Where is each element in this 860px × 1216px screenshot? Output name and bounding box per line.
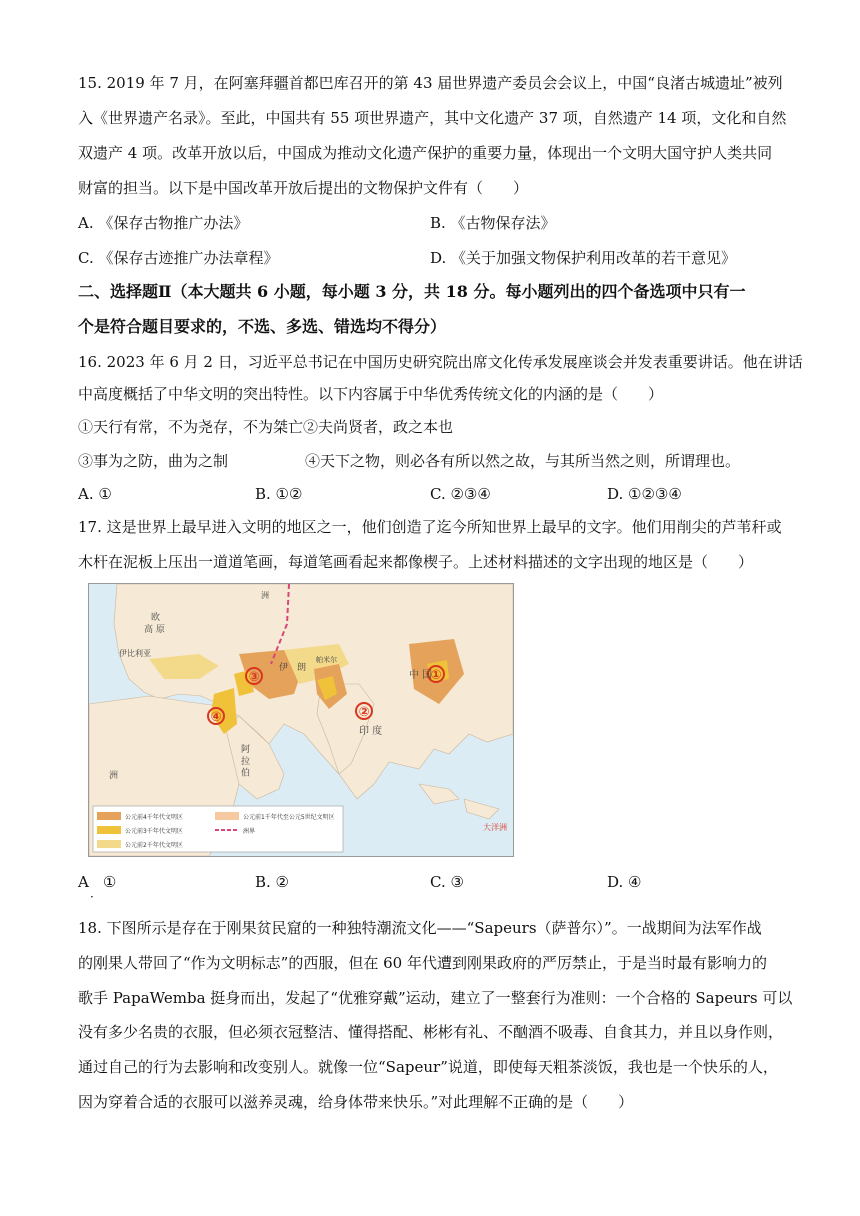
q16-line-1: 16. 2023 年 6 月 2 日，习近平总书记在中国历史研究院出席文化传承发展座谈会并发表重要讲话。他在讲话 — [78, 353, 803, 371]
map-label-highland: 高 原 — [144, 625, 165, 635]
map-label-oceania: 大洋洲 — [483, 823, 507, 832]
q16-line-3: ①天行有常，不为尧存，不为桀亡②夫尚贤者，政之本也 — [78, 418, 454, 436]
map-label-india: 印 度 — [359, 726, 383, 737]
q17-option-b: B. ② — [255, 873, 290, 891]
legend-label-5: 洲界 — [243, 828, 256, 835]
legend-label-2: 公元前3千年代文明区 — [125, 828, 183, 835]
q18-line-2: 的刚果人带回了“作为文明标志”的西服，但在 60 年代遭到刚果政府的严厉禁止，于是当时最有影响力的 — [78, 954, 767, 972]
map-marker-2-label: ② — [358, 705, 370, 720]
q16-option-d: D. ①②③④ — [607, 485, 682, 503]
q15-option-a: A. 《保存古物推广办法》 — [78, 214, 249, 232]
q17-option-a-letter: A — [78, 873, 89, 891]
map-label-iberia: 伊比利亚 — [119, 649, 151, 658]
q18-line-6: 因为穿着合适的衣服可以滋养灵魂，给身体带来快乐。”对此理解不正确的是（ ） — [78, 1093, 634, 1111]
legend-swatch-3 — [97, 840, 121, 848]
q17-line-1: 17. 这是世界上最早进入文明的地区之一，他们创造了迄今所知世界上最早的文字。他们用削尖的芦苇秆或 — [78, 518, 782, 536]
q18-line-3: 歌手 PapaWemba 挺身而出，发起了“优雅穿戴”运动，建立了一整套行为准则：一个合格的 Sapeurs 可以 — [78, 989, 793, 1007]
legend-label-1: 公元前4千年代文明区 — [125, 814, 183, 821]
q18-line-1: 18. 下图所示是存在于刚果贫民窟的一种独特潮流文化——“Sapeurs（萨普尔）”。一战期间为法军作战 — [78, 919, 762, 937]
q15-line-4: 财富的担当。以下是中国改革开放后提出的文物保护文件有（ ） — [78, 179, 529, 197]
legend-swatch-1 — [97, 812, 121, 820]
q16-item-4: ④天下之物，则必各有所以然之故，与其所当然之则，所谓理也。 — [305, 452, 741, 470]
q17-option-a — [78, 872, 116, 892]
q15-line-1: 15. 2019 年 7 月，在阿塞拜疆首都巴库召开的第 43 届世界遗产委员会会议上，中国“良渚古城遗址”被列 — [78, 74, 783, 92]
legend-swatch-2 — [97, 826, 121, 834]
map-marker-1-label: ① — [430, 668, 442, 683]
q15-option-b: B. 《古物保存法》 — [430, 214, 556, 232]
q18-line-4: 没有多少名贵的衣服，但必须衣冠整洁、懂得搭配、彬彬有礼、不酗酒不吸毒、自食其力，并且以身作则， — [78, 1023, 784, 1041]
q16-option-c: C. ②③④ — [430, 485, 491, 503]
q17-option-a-value: ① — [102, 873, 117, 891]
section2-heading-line-2: 个是符合题目要求的，不选、多选、错选均不得分） — [78, 317, 447, 336]
map-label-china: 中 国 — [409, 670, 433, 681]
map-label-ocean-north: 洲 — [261, 591, 269, 600]
q15-line-2: 入《世界遗产名录》。至此，中国共有 55 项世界遗产，其中文化遗产 37 项，自然遗产 14 项，文化和自然 — [78, 109, 787, 127]
civilization-map — [88, 583, 514, 857]
map-label-iran: 伊 朗 — [279, 663, 307, 673]
map-label-arabia: 阿 拉 伯 — [239, 744, 249, 777]
legend-swatch-4 — [215, 812, 239, 820]
q15-line-3: 双遗产 4 项。改革开放以后，中国成为推动文化遗产保护的重要力量，体现出一个文明大国守护人类共同 — [78, 144, 773, 162]
legend-label-3: 公元前2千年代文明区 — [125, 842, 183, 849]
q17-option-a-dot: · — [90, 890, 94, 904]
section2-heading-line-1: 二、选择题Ⅱ（本大题共 6 小题，每小题 3 分，共 18 分。每小题列出的四个备选项中只有一 — [78, 282, 746, 301]
q16-item-3: ③事为之防，曲为之制 — [78, 452, 229, 470]
map-label-africa: 洲 — [109, 771, 119, 781]
map-label-europe: 欧 — [151, 613, 161, 623]
q17-option-d: D. ④ — [607, 873, 642, 891]
q16-option-a: A. ① — [78, 485, 112, 503]
q18-line-5: 通过自己的行为去影响和改变别人。就像一位“Sapeur”说道，即使每天粗茶淡饭，我也是一个快乐的人， — [78, 1058, 778, 1076]
q15-option-c: C. 《保存古迹推广办法章程》 — [78, 249, 279, 267]
legend-label-4: 公元前1千年代至公元5世纪文明区 — [243, 814, 335, 821]
q17-line-2: 木杆在泥板上压出一道道笔画，每道笔画看起来都像楔子。上述材料描述的文字出现的地区是（ ） — [78, 553, 754, 571]
q16-option-b: B. ①② — [255, 485, 303, 503]
q16-line-2: 中高度概括了中华文明的突出特性。以下内容属于中华优秀传统文化的内涵的是（ ） — [78, 385, 664, 403]
q17-option-c: C. ③ — [430, 873, 464, 891]
q15-option-d: D. 《关于加强文物保护利用改革的若干意见》 — [430, 249, 737, 267]
map-marker-3-label: ③ — [248, 670, 260, 685]
map-label-pamir: 帕米尔 — [316, 656, 337, 664]
map-marker-4-label: ④ — [210, 710, 222, 725]
